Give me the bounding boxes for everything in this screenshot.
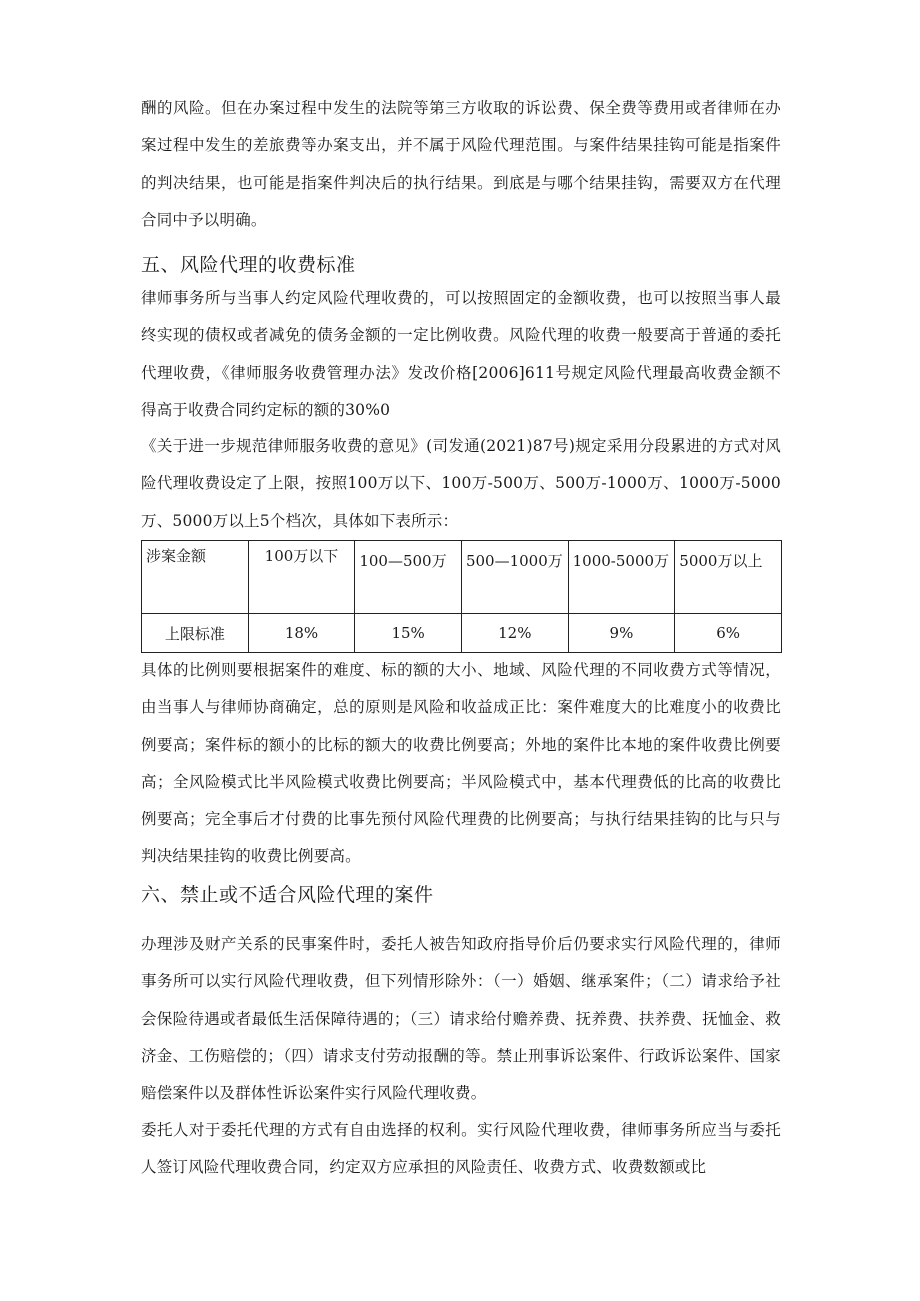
table-cell: 12% [461, 614, 568, 653]
paragraph-fee-ratio-principles: 具体的比例则要根据案件的难度、标的额的大小、地域、风险代理的不同收费方式等情况，由当事人与律师协商确定，总的原则是风险和收益成正比：案件难度大的比难度小的收费比例要高；案件标的额小的比标的额大的收费比例要高；外地的案件比本地的案件收费比例要高；全风险模式比半风险模式收费比例要高；半风险模式中，基本代理费低的比高的收费比例要高；完全事后才付费的比事先预付风险代理费的比例要高；与执行结果挂钩的比与只与判决结果挂钩的收费比例要高。 [141, 661, 781, 866]
paragraph-prohibited-cases: 办理涉及财产关系的民事案件时，委托人被告知政府指导价后仍要求实行风险代理的，律师事务所可以实行风险代理收费，但下列情形除外：（一）婚姻、继承案件；（二）请求给予社会保险待遇或者最低生活保障待遇的；（三）请求给付赡养费、抚养费、扶养费、抚恤金、救济金、工伤赔偿的；（四）请求支付劳动报酬的等。禁止刑事诉讼案件、行政诉讼案件、国家赔偿案件以及群体性诉讼案件实行风险代理收费。 [141, 935, 781, 1103]
paragraph-fee-cap-rules: 《关于进一步规范律师服务收费的意见》(司发通(2021)87号)规定采用分段累进的方式对风险代理收费设定了上限，按照100万以下、100万-500万、500万-1000万、1000万-5000万、5000万以上5个档次，具体如下表所示： [141, 437, 781, 530]
section-heading-6: 六、禁止或不适合风险代理的案件 [141, 884, 434, 906]
table-cell: 5000万以上 [675, 541, 782, 614]
table-cell: 6% [675, 614, 782, 653]
table-cell: 18% [248, 614, 355, 653]
table-cell: 100万以下 [248, 541, 355, 614]
table-cell: 500—1000万 [461, 541, 568, 614]
table-cell: 1000-5000万 [568, 541, 675, 614]
table-row [142, 541, 782, 614]
paragraph-risk-scope: 酬的风险。但在办案过程中发生的法院等第三方收取的诉讼费、保全费等费用或者律师在办案过程中发生的差旅费等办案支出，并不属于风险代理范围。与案件结果挂钩可能是指案件的判决结果，也可能是指案件判决后的执行结果。到底是与哪个结果挂钩，需要双方在代理合同中予以明确。 [141, 99, 781, 229]
table-cell: 9% [568, 614, 675, 653]
section-heading-5: 五、风险代理的收费标准 [141, 254, 356, 276]
table-cell: 上限标准 [142, 614, 249, 653]
fee-cap-table [141, 540, 782, 653]
paragraph-client-choice: 委托人对于委托代理的方式有自由选择的权利。实行风险代理收费，律师事务所应当与委托人签订风险代理收费合同，约定双方应承担的风险责任、收费方式、收费数额或比 [141, 1121, 781, 1177]
paragraph-fee-methods: 律师事务所与当事人约定风险代理收费的，可以按照固定的金额收费，也可以按照当事人最终实现的债权或者减免的债务金额的一定比例收费。风险代理的收费一般要高于普通的委托代理收费，《律师服务收费管理办法》发改价格[2006]611号规定风险代理最高收费金额不得高于收费合同约定标的额的30%0 [141, 289, 781, 419]
table-row [142, 614, 782, 653]
table-cell: 涉案金额 [142, 541, 249, 614]
table-cell: 15% [355, 614, 462, 653]
table-cell: 100—500万 [355, 541, 462, 614]
